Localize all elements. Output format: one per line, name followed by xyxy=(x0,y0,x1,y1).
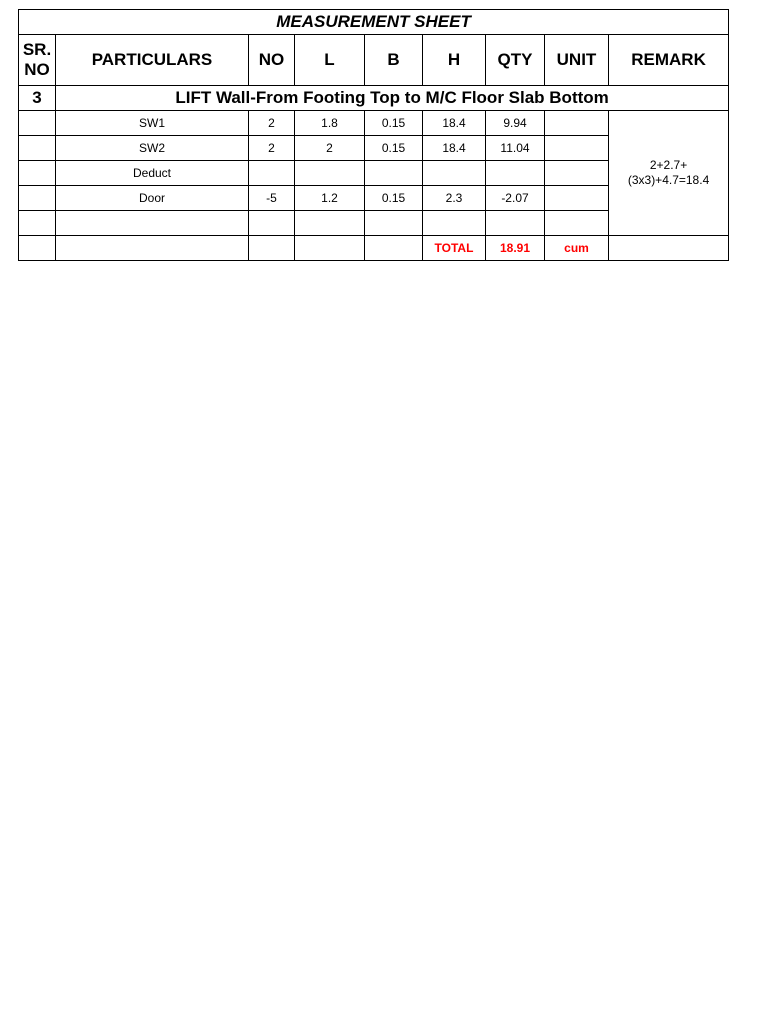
cell-b xyxy=(365,211,423,236)
header-b: B xyxy=(365,35,423,86)
cell-qty xyxy=(486,161,545,186)
cell-no: 2 xyxy=(249,111,295,136)
cell-h xyxy=(423,161,486,186)
cell-l xyxy=(295,236,365,261)
cell-particulars: SW1 xyxy=(56,111,249,136)
header-sr-no xyxy=(19,35,56,86)
cell-remark xyxy=(609,236,729,261)
cell-sr-no xyxy=(19,236,56,261)
cell-particulars xyxy=(56,211,249,236)
header-remark: REMARK xyxy=(609,35,729,86)
cell-no xyxy=(249,211,295,236)
cell-unit xyxy=(545,161,609,186)
header-sr-no-line1: SR. xyxy=(22,40,52,59)
cell-b xyxy=(365,161,423,186)
title-row xyxy=(19,10,729,35)
section-sr-no: 3 xyxy=(19,86,56,111)
remark-line2: (3x3)+4.7=18.4 xyxy=(627,173,710,187)
cell-qty: 11.04 xyxy=(486,136,545,161)
cell-b xyxy=(365,236,423,261)
cell-particulars xyxy=(56,236,249,261)
cell-l xyxy=(295,161,365,186)
sheet-title: MEASUREMENT SHEET xyxy=(19,10,729,35)
table-row xyxy=(19,111,729,136)
cell-h: 2.3 xyxy=(423,186,486,211)
cell-b: 0.15 xyxy=(365,111,423,136)
cell-b: 0.15 xyxy=(365,186,423,211)
measurement-sheet-table xyxy=(18,9,729,261)
total-qty: 18.91 xyxy=(486,236,545,261)
section-row xyxy=(19,86,729,111)
remark-line1: 2+2.7+ xyxy=(649,158,688,172)
cell-l xyxy=(295,211,365,236)
cell-particulars: Door xyxy=(56,186,249,211)
header-row xyxy=(19,35,729,86)
cell-sr-no xyxy=(19,211,56,236)
cell-h: 18.4 xyxy=(423,111,486,136)
cell-unit xyxy=(545,186,609,211)
cell-no: 2 xyxy=(249,136,295,161)
cell-unit xyxy=(545,136,609,161)
cell-no: -5 xyxy=(249,186,295,211)
cell-l: 1.8 xyxy=(295,111,365,136)
cell-particulars: SW2 xyxy=(56,136,249,161)
header-h: H xyxy=(423,35,486,86)
cell-l: 1.2 xyxy=(295,186,365,211)
cell-sr-no xyxy=(19,111,56,136)
cell-sr-no xyxy=(19,161,56,186)
total-unit: cum xyxy=(545,236,609,261)
section-title: LIFT Wall-From Footing Top to M/C Floor Slab Bottom xyxy=(56,86,729,111)
cell-h: 18.4 xyxy=(423,136,486,161)
header-particulars: PARTICULARS xyxy=(56,35,249,86)
cell-sr-no xyxy=(19,186,56,211)
cell-no xyxy=(249,236,295,261)
cell-sr-no xyxy=(19,136,56,161)
total-label: TOTAL xyxy=(423,236,486,261)
cell-particulars: Deduct xyxy=(56,161,249,186)
total-row xyxy=(19,236,729,261)
cell-no xyxy=(249,161,295,186)
header-l: L xyxy=(295,35,365,86)
cell-qty: 9.94 xyxy=(486,111,545,136)
cell-unit xyxy=(545,211,609,236)
cell-h xyxy=(423,211,486,236)
cell-qty: -2.07 xyxy=(486,186,545,211)
header-no: NO xyxy=(249,35,295,86)
cell-unit xyxy=(545,111,609,136)
cell-remark xyxy=(609,111,729,236)
cell-b: 0.15 xyxy=(365,136,423,161)
header-unit: UNIT xyxy=(545,35,609,86)
header-sr-no-line2: NO xyxy=(24,60,50,79)
cell-qty xyxy=(486,211,545,236)
header-qty: QTY xyxy=(486,35,545,86)
cell-l: 2 xyxy=(295,136,365,161)
